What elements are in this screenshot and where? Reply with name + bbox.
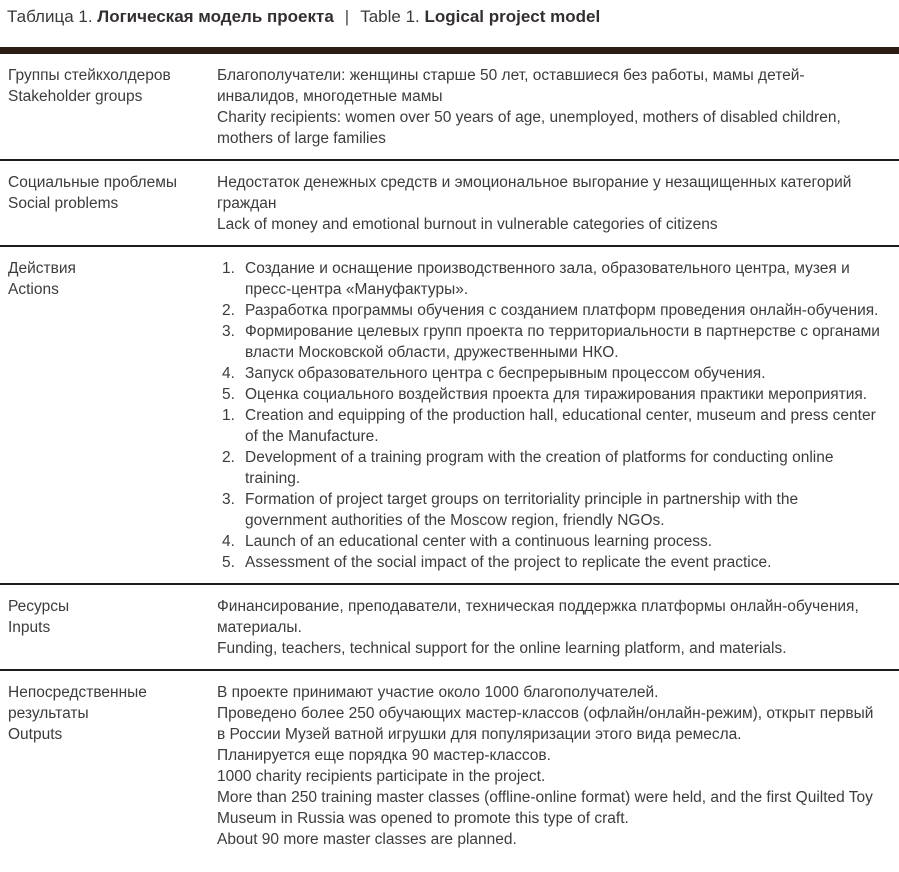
actions-list-ru: [217, 258, 883, 405]
row-stakeholder-groups: [0, 54, 899, 159]
list-item: Оценка социального воздействия проекта для тиражирования практики мероприятия.: [245, 386, 868, 403]
row-label-cell: [8, 65, 217, 149]
row-label-en: Stakeholder groups: [8, 88, 143, 105]
cell-text-ru: Недостаток денежных средств и эмоциональное выгорание у незащищенных категорий граждан: [217, 174, 852, 212]
actions-list-en: [217, 405, 883, 573]
row-content-cell: [217, 596, 883, 659]
caption-separator: |: [344, 7, 350, 26]
row-actions: [0, 247, 899, 583]
caption-ru-label: Таблица 1.: [7, 7, 98, 26]
cell-text-ru: Проведено более 250 обучающих мастер-классов (офлайн/онлайн-режим), открыт первый в России Музей ватной игрушки для популяризации этого вида ремесла.: [217, 705, 874, 743]
list-item: Формирование целевых групп проекта по территориальности в партнерстве с органами власти Московской области, дружественными НКО.: [245, 323, 880, 361]
cell-text-ru: Благополучатели: женщины старше 50 лет, оставшиеся без работы, мамы детей-инвалидов, многодетные мамы: [217, 67, 805, 105]
row-content-cell: [217, 682, 883, 850]
cell-text-en: More than 250 training master classes (offline-online format) were held, and the first Quilted Toy Museum in Russia was opened to promote this type of craft.: [217, 789, 873, 827]
cell-text-en: Charity recipients: women over 50 years of age, unemployed, mothers of disabled children, mothers of large families: [217, 109, 841, 147]
cell-text-en: Funding, teachers, technical support for the online learning platform, and materials.: [217, 640, 787, 657]
row-label-ru: Социальные проблемы: [8, 174, 177, 191]
list-item: Assessment of the social impact of the project to replicate the event practice.: [245, 554, 772, 571]
cell-text-en: 1000 charity recipients participate in the project.: [217, 768, 546, 785]
list-item: Formation of project target groups on territoriality principle in partnership with the government authorities of the Moscow region, friendly NGOs.: [245, 491, 799, 529]
list-item: Development of a training program with the creation of platforms for conducting online training.: [245, 449, 834, 487]
caption-en-title: Logical project model: [424, 7, 601, 26]
table-top-rule: [0, 47, 899, 54]
cell-text-ru: Планируется еще порядка 90 мастер-классов.: [217, 747, 551, 764]
row-outputs: [0, 671, 899, 860]
row-label-en: Outputs: [8, 726, 63, 743]
list-item: Создание и оснащение производственного зала, образовательного центра, музея и пресс-центра «Мануфактуры».: [245, 260, 850, 298]
row-label-en: Social problems: [8, 195, 119, 212]
caption-ru-title: Логическая модель проекта: [97, 7, 334, 26]
row-content-cell: [217, 65, 883, 149]
row-social-problems: [0, 161, 899, 245]
caption-en-label: Table 1.: [360, 7, 425, 26]
row-label-ru: Ресурсы: [8, 598, 70, 615]
row-label-ru: Группы стейкхолдеров: [8, 67, 171, 84]
row-label-en: Inputs: [8, 619, 51, 636]
cell-text-ru: В проекте принимают участие около 1000 благополучателей.: [217, 684, 659, 701]
row-label-cell: [8, 172, 217, 235]
row-content-cell: [217, 172, 883, 235]
row-inputs: [0, 585, 899, 669]
list-item: Разработка программы обучения с созданием платформ проведения онлайн-обучения.: [245, 302, 879, 319]
cell-text-en: About 90 more master classes are planned.: [217, 831, 517, 848]
row-label-en: Actions: [8, 281, 59, 298]
row-label-ru: Действия: [8, 260, 76, 277]
table-caption: [0, 0, 899, 47]
row-content-cell: [217, 258, 883, 573]
row-label-ru: Непосредственные результаты: [8, 684, 147, 722]
row-label-cell: [8, 258, 217, 573]
cell-text-ru: Финансирование, преподаватели, техническая поддержка платформы онлайн-обучения, материалы.: [217, 598, 859, 636]
list-item: Launch of an educational center with a continuous learning process.: [245, 533, 713, 550]
list-item: Creation and equipping of the production hall, educational center, museum and press center of the Manufacture.: [245, 407, 876, 445]
row-label-cell: [8, 596, 217, 659]
list-item: Запуск образовательного центра с беспрерывным процессом обучения.: [245, 365, 766, 382]
row-label-cell: [8, 682, 217, 850]
cell-text-en: Lack of money and emotional burnout in vulnerable categories of citizens: [217, 216, 718, 233]
